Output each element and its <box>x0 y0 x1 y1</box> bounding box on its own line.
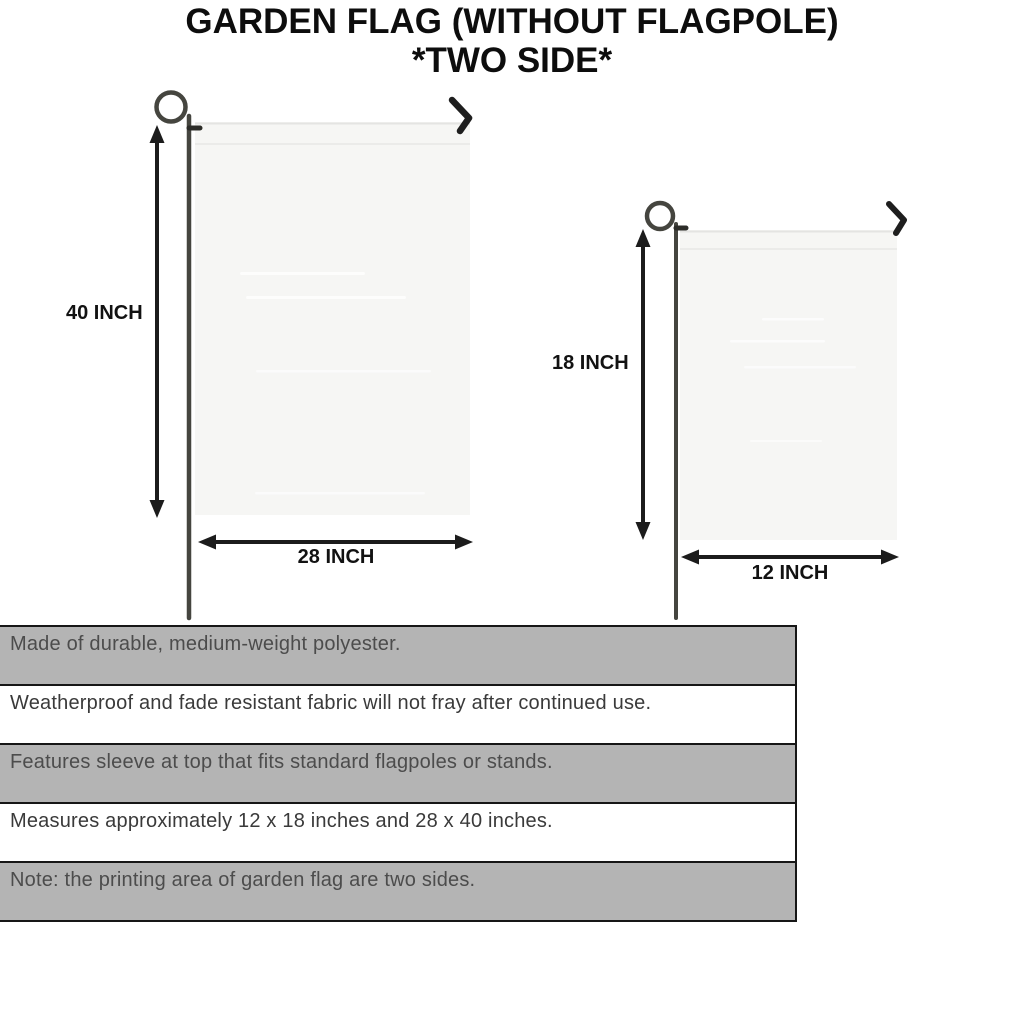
large-flag-width-label: 28 INCH <box>297 546 375 568</box>
small-flag-illustration <box>636 203 905 618</box>
small-pole-loop-icon <box>647 203 673 229</box>
feature-row: Made of durable, medium-weight polyester. <box>0 627 795 686</box>
small-flag-width-label: 12 INCH <box>751 562 829 584</box>
feature-row: Measures approximately 12 x 18 inches and 28 x 40 inches. <box>0 804 795 863</box>
feature-row: Weatherproof and fade resistant fabric will not fray after continued use. <box>0 686 795 745</box>
feature-row: Features sleeve at top that fits standard flagpoles or stands. <box>0 745 795 804</box>
large-pole-loop-icon <box>157 93 186 122</box>
small-hanger-hook-icon <box>889 204 904 233</box>
large-flag-height-label: 40 INCH <box>66 302 143 324</box>
small-flag-height-label: 18 INCH <box>552 352 629 374</box>
large-flag-canvas <box>195 122 470 515</box>
features-table <box>0 625 797 922</box>
large-height-arrow <box>150 125 165 518</box>
page-title: GARDEN FLAG (WITHOUT FLAGPOLE) <box>185 2 839 41</box>
small-flag-canvas <box>680 230 897 540</box>
page-subtitle: *TWO SIDE* <box>411 41 613 80</box>
feature-row: Note: the printing area of garden flag are two sides. <box>0 863 795 920</box>
small-height-arrow <box>636 229 651 540</box>
large-flag-illustration <box>150 93 474 619</box>
